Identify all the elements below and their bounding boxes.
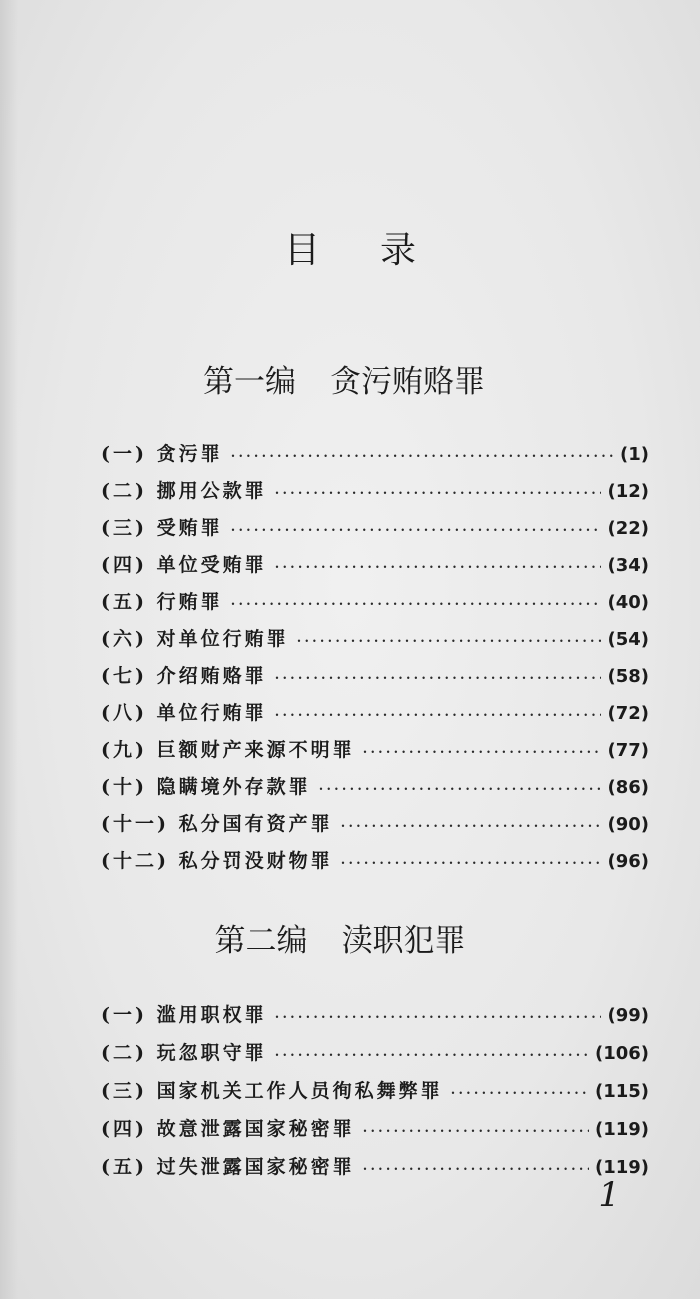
toc-entry-page: (34): [607, 555, 649, 576]
toc-entry-label: (十二) 私分罚没财物罪: [101, 850, 333, 872]
toc-entry-page: (40): [607, 592, 649, 613]
leader-dots: [231, 592, 602, 611]
toc-entry: [101, 772, 649, 809]
leader-dots: [341, 851, 602, 870]
page-edge-shadow: [0, 0, 18, 1299]
toc-entry-label: (四) 单位受贿罪: [101, 554, 267, 576]
leader-dots: [363, 740, 602, 759]
toc-entry: [101, 846, 649, 883]
toc-entry-label: (四) 故意泄露国家秘密罪: [101, 1118, 355, 1140]
toc-entry: [101, 1000, 649, 1038]
toc-entry-page: (72): [607, 703, 649, 724]
leader-dots: [231, 444, 614, 463]
toc-entry-page: (58): [607, 666, 649, 687]
toc-entry: [101, 550, 649, 587]
toc-entry-label: (五) 过失泄露国家秘密罪: [101, 1156, 355, 1178]
toc-entry: [101, 439, 649, 476]
part-two-heading: [0, 915, 690, 960]
toc-entry-page: (12): [607, 481, 649, 502]
toc-entry-page: (54): [607, 629, 649, 650]
leader-dots: [275, 703, 602, 722]
toc-entry: [101, 513, 649, 550]
leader-dots: [275, 1005, 602, 1024]
toc-entry-label: (十) 隐瞒境外存款罪: [101, 776, 311, 798]
part-one-number: 第一编: [203, 364, 296, 400]
leader-dots: [451, 1081, 589, 1100]
toc-entry-label: (一) 滥用职权罪: [101, 1004, 267, 1026]
toc-entry-label: (五) 行贿罪: [101, 591, 223, 613]
toc-entry-page: (77): [607, 740, 649, 761]
part-two-name: 渎职犯罪: [341, 923, 466, 959]
leader-dots: [275, 555, 602, 574]
toc-entry-page: (99): [607, 1005, 649, 1026]
toc-entry-page: (119): [594, 1157, 649, 1178]
toc-entry: [101, 809, 649, 846]
toc-entry: [101, 1152, 649, 1190]
toc-entry: [101, 1038, 649, 1076]
leader-dots: [297, 629, 602, 648]
toc-entry-label: (三) 国家机关工作人员徇私舞弊罪: [101, 1080, 443, 1102]
leader-dots: [275, 1043, 589, 1062]
leader-dots: [275, 481, 602, 500]
toc-entry-label: (七) 介绍贿赂罪: [101, 665, 267, 687]
part-two-number: 第二编: [214, 923, 308, 959]
leader-dots: [319, 777, 602, 796]
toc-entry-page: (119): [594, 1119, 649, 1140]
toc-entry-page: (22): [607, 518, 649, 539]
toc-entry-page: (106): [594, 1043, 649, 1064]
leader-dots: [275, 666, 602, 685]
toc-entry-label: (一) 贪污罪: [101, 443, 223, 465]
toc-entry-label: (十一) 私分国有资产罪: [101, 813, 333, 835]
leader-dots: [341, 814, 602, 833]
page-title: 目录: [283, 230, 476, 271]
toc-entry-label: (八) 单位行贿罪: [101, 702, 267, 724]
leader-dots: [363, 1119, 589, 1138]
toc-entry: [101, 624, 649, 661]
part-one-heading: [0, 356, 694, 401]
toc-entry: [101, 698, 649, 735]
part-two-toc-list: [101, 1000, 649, 1190]
toc-entry-label: (三) 受贿罪: [101, 517, 223, 539]
part-one-name: 贪污贿赂罪: [330, 364, 485, 400]
leader-dots: [363, 1157, 589, 1176]
toc-entry-label: (二) 挪用公款罪: [101, 480, 267, 502]
leader-dots: [231, 518, 602, 537]
page-number: 1: [598, 1175, 620, 1215]
toc-entry-label: (六) 对单位行贿罪: [101, 628, 289, 650]
toc-entry: [101, 587, 649, 624]
toc-entry-page: (1): [620, 444, 649, 465]
toc-entry: [101, 476, 649, 513]
toc-entry-page: (115): [594, 1081, 649, 1102]
toc-entry: [101, 661, 649, 698]
toc-entry: [101, 1114, 649, 1152]
part-one-toc-list: [101, 439, 649, 883]
toc-entry-label: (九) 巨额财产来源不明罪: [101, 739, 355, 761]
toc-entry-page: (96): [607, 851, 649, 872]
toc-entry-page: (86): [607, 777, 649, 798]
toc-entry-label: (二) 玩忽职守罪: [101, 1042, 267, 1064]
toc-entry: [101, 1076, 649, 1114]
toc-entry: [101, 735, 649, 772]
toc-entry-page: (90): [607, 814, 649, 835]
